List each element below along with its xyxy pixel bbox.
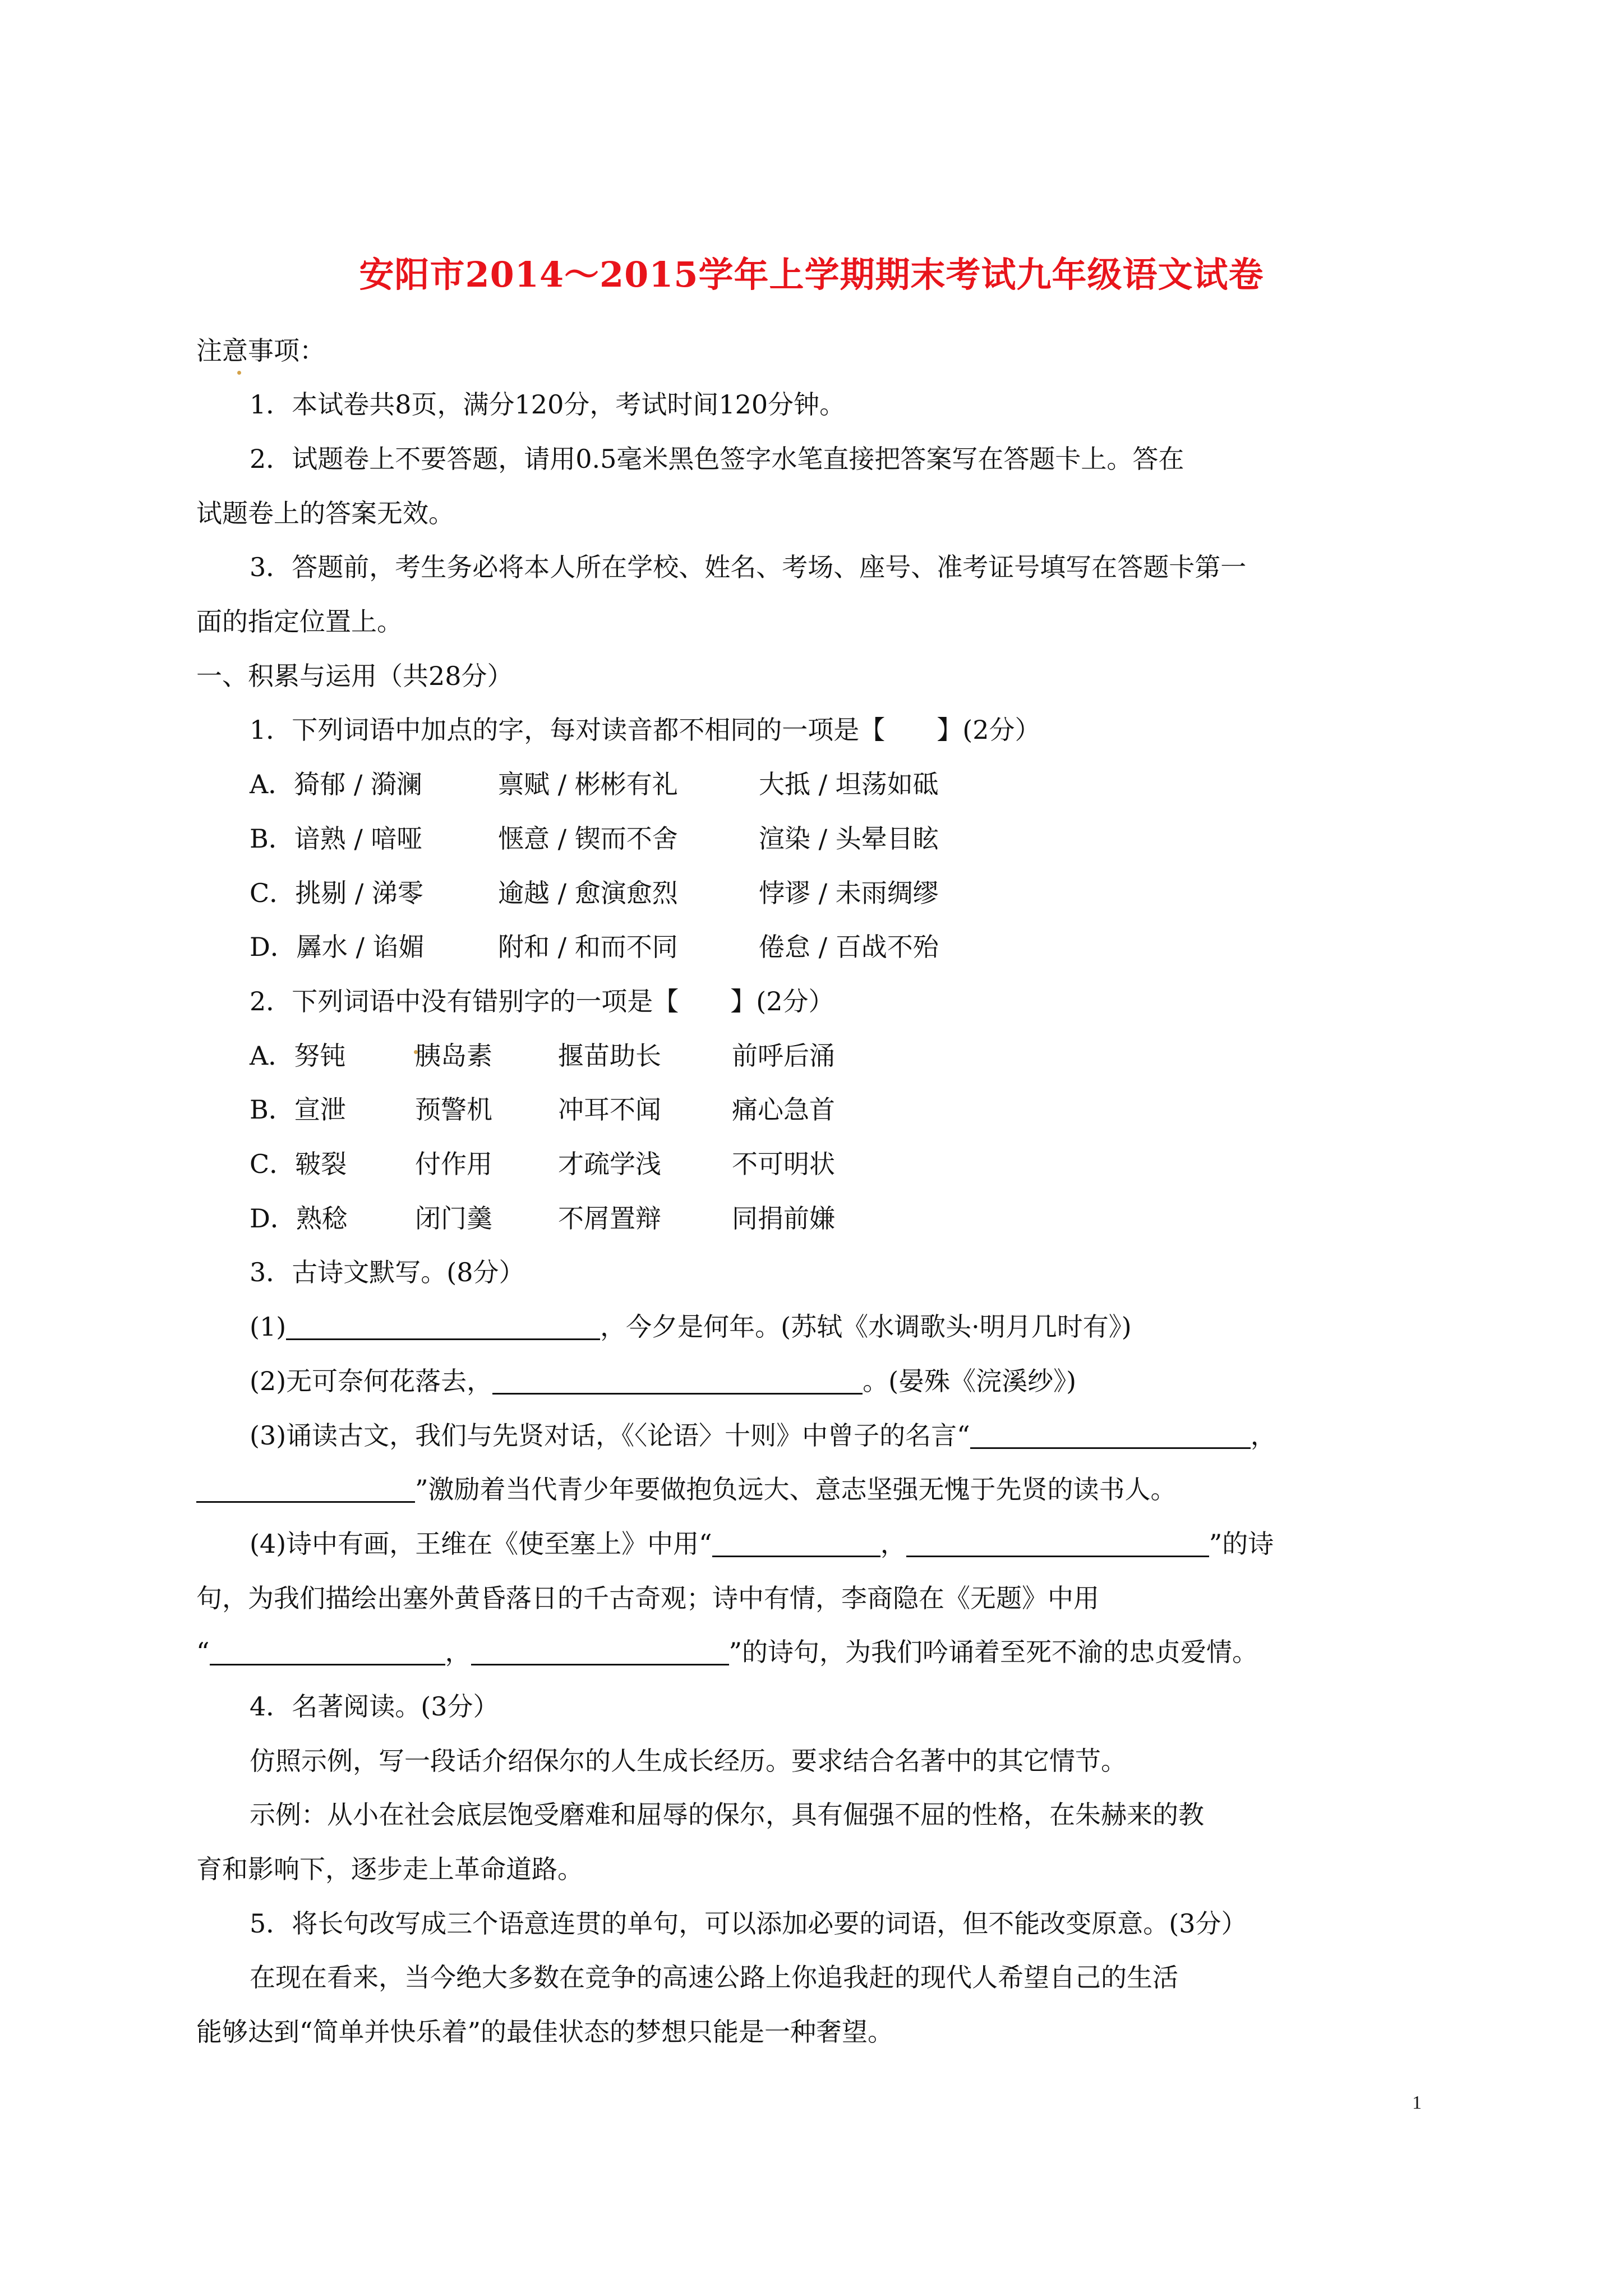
q3-part-3-tail: ”激励着当代青少年要做抱负远大、意志坚强无愧于先贤的读书人。 <box>415 1474 1177 1504</box>
q3-part-4-tail-2: ”的诗句，为我们吟诵着至死不渝的忠贞爱情。 <box>728 1637 1258 1667</box>
q2-option-d-2: 闭门羹 <box>415 1203 492 1234</box>
answer-blank[interactable] <box>970 1419 1251 1449</box>
answer-blank[interactable] <box>471 1636 729 1665</box>
q2-option-c-2: 付作用 <box>415 1149 492 1179</box>
exam-title: 安阳市2014～2015学年上学期期末考试九年级语文试卷 <box>359 254 1264 295</box>
answer-blank[interactable] <box>210 1636 445 1665</box>
q2-option-c-3: 才疏学浅 <box>558 1149 661 1179</box>
q1-option-a-1: A．猗郁 / 漪澜 <box>250 769 422 799</box>
q4-example: 示例：从小在社会底层饱受磨难和屈辱的保尔，具有倔强不屈的性格，在朱赫来的教 <box>250 1800 1204 1830</box>
q3-part-1-label: (1) <box>250 1312 287 1342</box>
q3-part-2-text: (2)无可奈何花落去， <box>250 1366 493 1396</box>
q3-part-3 <box>250 1416 1276 1455</box>
question-1-stem: 1．下列词语中加点的字，每对读音都不相同的一项是【 】(2分） <box>250 715 1041 745</box>
q3-part-3-cont <box>196 1470 1177 1509</box>
q5-text-cont: 能够达到“简单并快乐着”的最佳状态的梦想只能是一种奢望。 <box>196 2017 894 2047</box>
q3-part-3-comma: ， <box>1250 1420 1276 1451</box>
q1-option-b-1: B．谙熟 / 喑哑 <box>250 823 423 854</box>
q3-part-2 <box>250 1361 1076 1401</box>
q2-option-b-3: 冲耳不闻 <box>558 1094 661 1125</box>
q2-option-d-1: D．熟稔 <box>250 1203 348 1234</box>
q5-text: 在现在看来，当今绝大多数在竞争的高速公路上你追我赶的现代人希望自己的生活 <box>250 1962 1178 1993</box>
notice-heading: 注意事项： <box>196 335 325 366</box>
notice-item-2-cont: 试题卷上的答案无效。 <box>196 498 454 528</box>
q2-option-d-4: 同捐前嫌 <box>732 1203 835 1234</box>
question-2-stem: 2．下列词语中没有错别字的一项是【 】(2分） <box>250 986 834 1016</box>
q3-part-2-source: 。(晏殊《浣溪纱》) <box>863 1366 1077 1396</box>
q3-part-4-text: (4)诗中有画，王维在《使至塞上》中用“ <box>250 1529 712 1559</box>
q3-part-4-comma: ， <box>880 1529 906 1559</box>
notice-item-1: 1．本试卷共8页，满分120分，考试时间120分钟。 <box>250 389 846 420</box>
q3-part-1 <box>250 1307 1132 1346</box>
q2-option-a-4: 前呼后涌 <box>732 1041 835 1071</box>
q2-option-b-1: B．宣泄 <box>250 1094 346 1125</box>
answer-blank[interactable] <box>712 1527 880 1557</box>
q1-option-a-2: 禀赋 / 彬彬有礼 <box>498 769 678 799</box>
q4-instruction: 仿照示例，写一段话介绍保尔的人生成长经历。要求结合名著中的其它情节。 <box>250 1746 1127 1776</box>
answer-blank[interactable] <box>196 1473 415 1503</box>
q2-option-a-1: A．努钝 <box>250 1041 346 1071</box>
notice-item-3: 3．答题前，考生务必将本人所在学校、姓名、考场、座号、准考证号填写在答题卡第一 <box>250 552 1247 582</box>
section-heading: 一、积累与运用（共28分） <box>196 661 513 691</box>
q3-part-4-comma-2: ， <box>445 1637 471 1667</box>
q3-part-4 <box>250 1524 1274 1563</box>
notice-item-2: 2．试题卷上不要答题，请用0.5毫米黑色签字水笔直接把答案写在答题卡上。答在 <box>250 444 1184 474</box>
open-quote: “ <box>196 1637 210 1667</box>
q3-part-3-text: (3)诵读古文，我们与先贤对话，《〈论语〉十则》中曾子的名言“ <box>250 1420 970 1451</box>
q1-option-d-1: D．羼水 / 谄媚 <box>250 932 425 962</box>
q4-example-cont: 育和影响下，逐步走上革命道路。 <box>196 1854 583 1884</box>
question-3-stem: 3．古诗文默写。(8分） <box>250 1257 525 1287</box>
q1-option-d-3: 倦怠 / 百战不殆 <box>759 932 939 962</box>
q3-part-1-text: ，今夕是何年。(苏轼《水调歌头·明月几时有》) <box>600 1312 1132 1342</box>
q3-part-4-cont-2 <box>196 1632 1258 1672</box>
q2-option-b-4: 痛心急首 <box>732 1094 835 1125</box>
q2-option-c-1: C．皲裂 <box>250 1149 347 1179</box>
page-number: 1 <box>1412 2092 1422 2113</box>
q3-part-4-cont: 句，为我们描绘出塞外黄昏落日的千古奇观；诗中有情，李商隐在《无题》中用 <box>196 1583 1099 1613</box>
question-5-stem: 5．将长句改写成三个语意连贯的单句，可以添加必要的词语，但不能改变原意。(3分） <box>250 1908 1247 1939</box>
question-4-stem: 4．名著阅读。(3分） <box>250 1691 499 1722</box>
answer-blank[interactable] <box>906 1527 1209 1557</box>
q2-option-d-3: 不屑置辩 <box>558 1203 661 1234</box>
q2-option-c-4: 不可明状 <box>732 1149 835 1179</box>
q3-part-4-tail: ”的诗 <box>1209 1529 1274 1559</box>
q1-option-b-3: 渲染 / 头晕目眩 <box>759 823 939 854</box>
answer-blank[interactable] <box>492 1365 863 1395</box>
q1-option-a-3: 大抵 / 坦荡如砥 <box>759 769 939 799</box>
speck-mark <box>237 371 241 375</box>
q1-option-b-2: 惬意 / 锲而不舍 <box>498 823 678 854</box>
notice-item-3-cont: 面的指定位置上。 <box>196 606 403 637</box>
q2-option-b-2: 预警机 <box>415 1094 492 1125</box>
q1-option-c-3: 悖谬 / 未雨绸缪 <box>759 878 939 908</box>
q1-option-c-2: 逾越 / 愈演愈烈 <box>498 878 678 908</box>
q1-option-d-2: 附和 / 和而不同 <box>498 932 678 962</box>
q2-option-a-3: 揠苗助长 <box>558 1041 661 1071</box>
q1-option-c-1: C．挑剔 / 涕零 <box>250 878 423 908</box>
answer-blank[interactable] <box>286 1310 600 1340</box>
q2-option-a-2: 胰岛素 <box>415 1041 492 1071</box>
